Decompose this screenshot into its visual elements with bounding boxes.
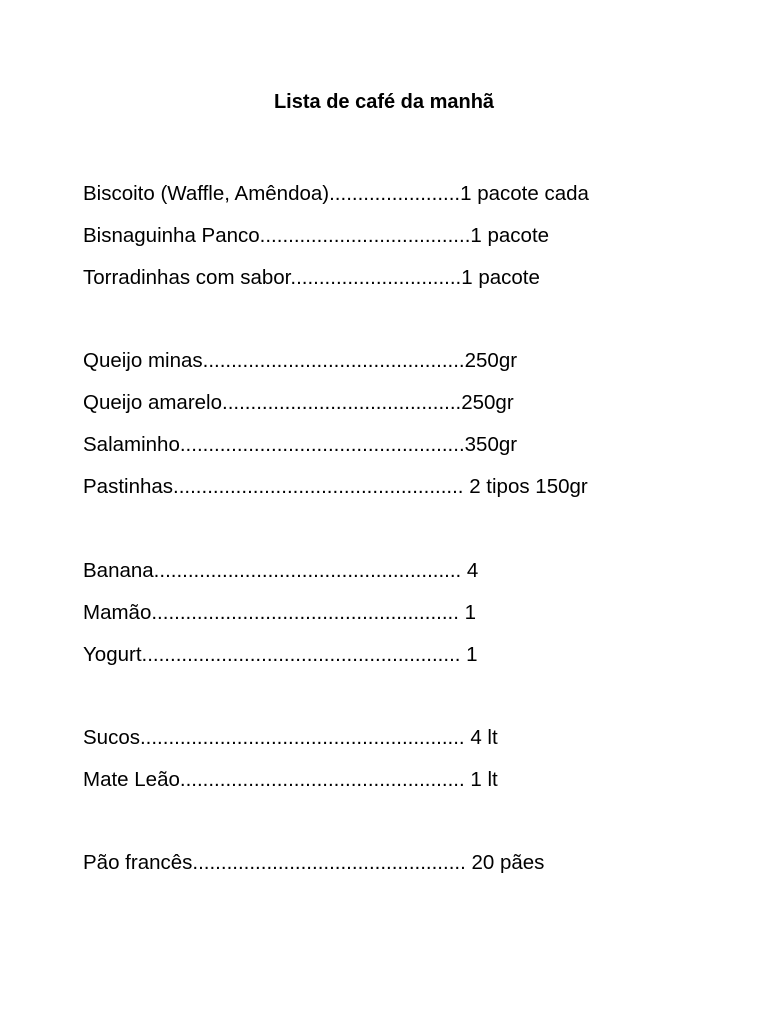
document-title: Lista de café da manhã [273,91,495,113]
list-item: Mate Leão.................................................. 1 lt [83,768,498,791]
list-item: Banana...................................................... 4 [83,559,479,582]
list-item: Torradinhas com sabor..............................1 pacote [83,266,540,289]
list-item: Mamão...................................................... 1 [83,601,477,624]
list-item: Yogurt........................................................ 1 [83,643,478,666]
list-item: Biscoito (Waffle, Amêndoa).......................1 pacote cada [83,182,589,205]
list-item: Sucos......................................................... 4 lt [83,726,498,749]
list-item: Pastinhas................................................... 2 tipos 150gr [83,475,588,498]
list-item: Queijo amarelo..........................................250gr [83,391,514,414]
list-item: Pão francês................................................ 20 pães [83,851,545,874]
list-item: Queijo minas..............................................250gr [83,349,518,372]
list-item: Salaminho..................................................350gr [83,433,518,456]
list-item: Bisnaguinha Panco.....................................1 pacote [83,224,550,247]
